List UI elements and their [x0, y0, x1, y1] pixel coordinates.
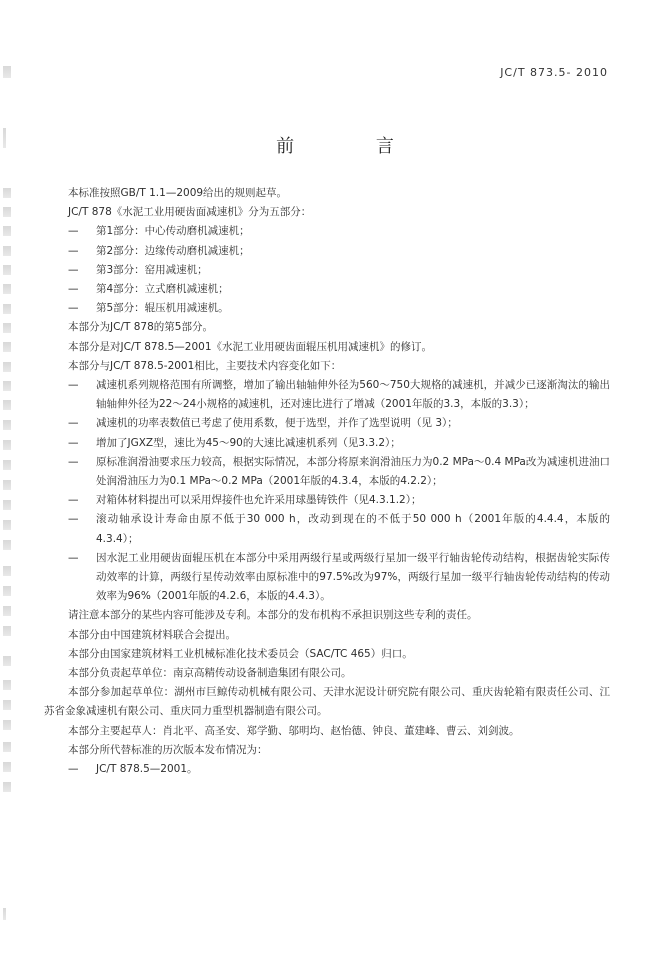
- list-item-text: 第1部分：中心传动磨机减速机；: [96, 225, 250, 238]
- scan-mark: [3, 381, 11, 391]
- list-item: [44, 222, 610, 241]
- list-dash: —: [68, 763, 79, 776]
- change-item-text: 减速机系列规格范围有所调整，增加了输出轴轴伸外径为560～750大规格的减速机，并减少已逐渐淘汰的输出轴轴伸外径为22～24小规格的减速机，还对速比进行了增减（2001年版的3.3，本版的3.3）；: [96, 379, 610, 411]
- history-item: [44, 760, 610, 779]
- list-dash: —: [68, 379, 79, 392]
- scan-mark: [3, 66, 11, 78]
- scan-mark: [3, 720, 11, 730]
- change-item: [44, 549, 610, 607]
- scan-mark: [3, 540, 11, 550]
- list-item: [44, 261, 610, 280]
- scan-mark: [3, 362, 11, 372]
- scan-mark: [3, 420, 11, 430]
- scan-mark: [3, 265, 11, 275]
- page-title: 前 言: [276, 136, 432, 157]
- change-item-text: 减速机的功率表数值已考虑了使用系数，便于选型，并作了选型说明（见 3）；: [96, 417, 458, 430]
- scan-mark: [3, 762, 11, 772]
- list-dash: —: [68, 244, 79, 257]
- scan-mark: [3, 566, 11, 576]
- scan-mark: [3, 440, 11, 450]
- change-item-text: 滚动轴承设计寿命由原不低于30 000 h，改动到现在的不低于50 000 h（2001年版的4.4.4，本版的4.3.4）；: [96, 513, 610, 545]
- list-item-text: 第3部分：窑用减速机；: [96, 263, 208, 276]
- scan-mark: [3, 520, 11, 530]
- foreword-body: [44, 184, 610, 779]
- paragraph: 本部分主要起草人：肖北平、高圣安、郑学勤、邬明均、赵怡德、钟良、董建峰、曹云、刘剑波。: [68, 724, 520, 737]
- list-dash: —: [68, 513, 79, 526]
- scan-mark: [3, 246, 11, 256]
- paragraph: 本部分由中国建筑材料联合会提出。: [68, 628, 236, 641]
- list-dash: —: [68, 551, 79, 564]
- list-item: [44, 299, 610, 318]
- standard-code: JC/T 873.5- 2010: [500, 66, 608, 79]
- list-item: [44, 280, 610, 299]
- paragraph: 本部分由国家建筑材料工业机械标准化技术委员会（SAC/TC 465）归口。: [68, 647, 413, 660]
- list-dash: —: [68, 302, 79, 315]
- scan-mark: [3, 680, 11, 690]
- scan-mark: [3, 742, 11, 752]
- scan-mark: [3, 460, 11, 470]
- list-item: [44, 242, 610, 261]
- scan-mark: [3, 782, 11, 792]
- list-dash: —: [68, 455, 79, 468]
- list-dash: —: [68, 417, 79, 430]
- paragraph: 本标准按照GB/T 1.1—2009给出的规则起草。: [68, 187, 288, 199]
- scan-mark: [3, 480, 11, 490]
- change-item: [44, 434, 610, 453]
- change-item-text: 因水泥工业用硬齿面辊压机在本部分中采用两级行星或两级行星加一级平行轴齿轮传动结构，根据齿轮实际传动效率的计算，两级行星传动效率由原标准中的97.5%改为97%，两级行星加一级平行轴齿轮传动结构的传动效率为96%（2001年版的4.2.6，本版的4.4.3）。: [96, 551, 610, 603]
- scan-mark: [3, 606, 11, 616]
- paragraph: 请注意本部分的某些内容可能涉及专利。本部分的发布机构不承担识别这些专利的责任。: [68, 609, 478, 622]
- paragraph: 本部分为JC/T 878的第5部分。: [68, 321, 213, 334]
- scan-mark: [3, 226, 11, 236]
- scan-mark: [3, 400, 11, 410]
- scan-mark: [3, 656, 11, 666]
- paragraph: 本部分是对JC/T 878.5—2001《水泥工业用硬齿面辊压机用减速机》的修订。: [68, 340, 432, 353]
- change-item-text: 对箱体材料提出可以采用焊接件也允许采用球墨铸铁件（见4.3.1.2）；: [96, 494, 422, 507]
- scan-mark: [3, 700, 11, 710]
- list-dash: —: [68, 263, 79, 276]
- list-dash: —: [68, 283, 79, 296]
- change-item: [44, 491, 610, 510]
- list-item-text: 第4部分：立式磨机减速机；: [96, 283, 229, 296]
- scan-mark: [3, 188, 11, 198]
- change-item-text: 增加了JGXZ型，速比为45～90的大速比减速机系列（见3.3.2）；: [96, 436, 401, 449]
- change-item: [44, 414, 610, 433]
- list-dash: —: [68, 494, 79, 507]
- scan-mark: [3, 323, 11, 333]
- scan-mark: [3, 342, 11, 352]
- change-item: [44, 376, 610, 414]
- list-dash: —: [68, 225, 79, 238]
- change-item-text: 原标准润滑油要求压力较高，根据实际情况，本部分将原来润滑油压力为0.2 MPa～0.4 MPa改为减速机进油口处润滑油压力为0.1 MPa～0.2 MPa（2001年版的4.3.4，本版的4.2.2）；: [96, 455, 610, 488]
- change-item: [44, 510, 610, 548]
- change-item: [44, 453, 610, 491]
- list-dash: —: [68, 436, 79, 449]
- scan-mark: [3, 626, 11, 636]
- scan-mark: [3, 207, 11, 217]
- list-item-text: 第2部分：边缘传动磨机减速机；: [96, 244, 250, 257]
- scan-mark: [3, 586, 11, 596]
- scan-mark: [3, 500, 11, 510]
- history-item-text: JC/T 878.5—2001。: [96, 763, 198, 776]
- scan-mark: [3, 908, 6, 920]
- scan-mark: [3, 304, 11, 314]
- paragraph: JC/T 878《水泥工业用硬齿面减速机》分为五部分：: [68, 206, 312, 219]
- paragraph: 本部分参加起草单位：湖州市巨鲸传动机械有限公司、天津水泥设计研究院有限公司、重庆齿轮箱有限责任公司、江苏省金象减速机有限公司、重庆同力重型机器制造有限公司。: [44, 686, 610, 718]
- list-item-text: 第5部分：辊压机用减速机。: [96, 302, 229, 315]
- paragraph: 本部分所代替标准的历次版本发布情况为：: [68, 743, 268, 756]
- paragraph: 本部分与JC/T 878.5-2001相比，主要技术内容变化如下：: [68, 359, 342, 372]
- paragraph: 本部分负责起草单位：南京高精传动设备制造集团有限公司。: [68, 667, 352, 680]
- scan-mark: [3, 284, 11, 294]
